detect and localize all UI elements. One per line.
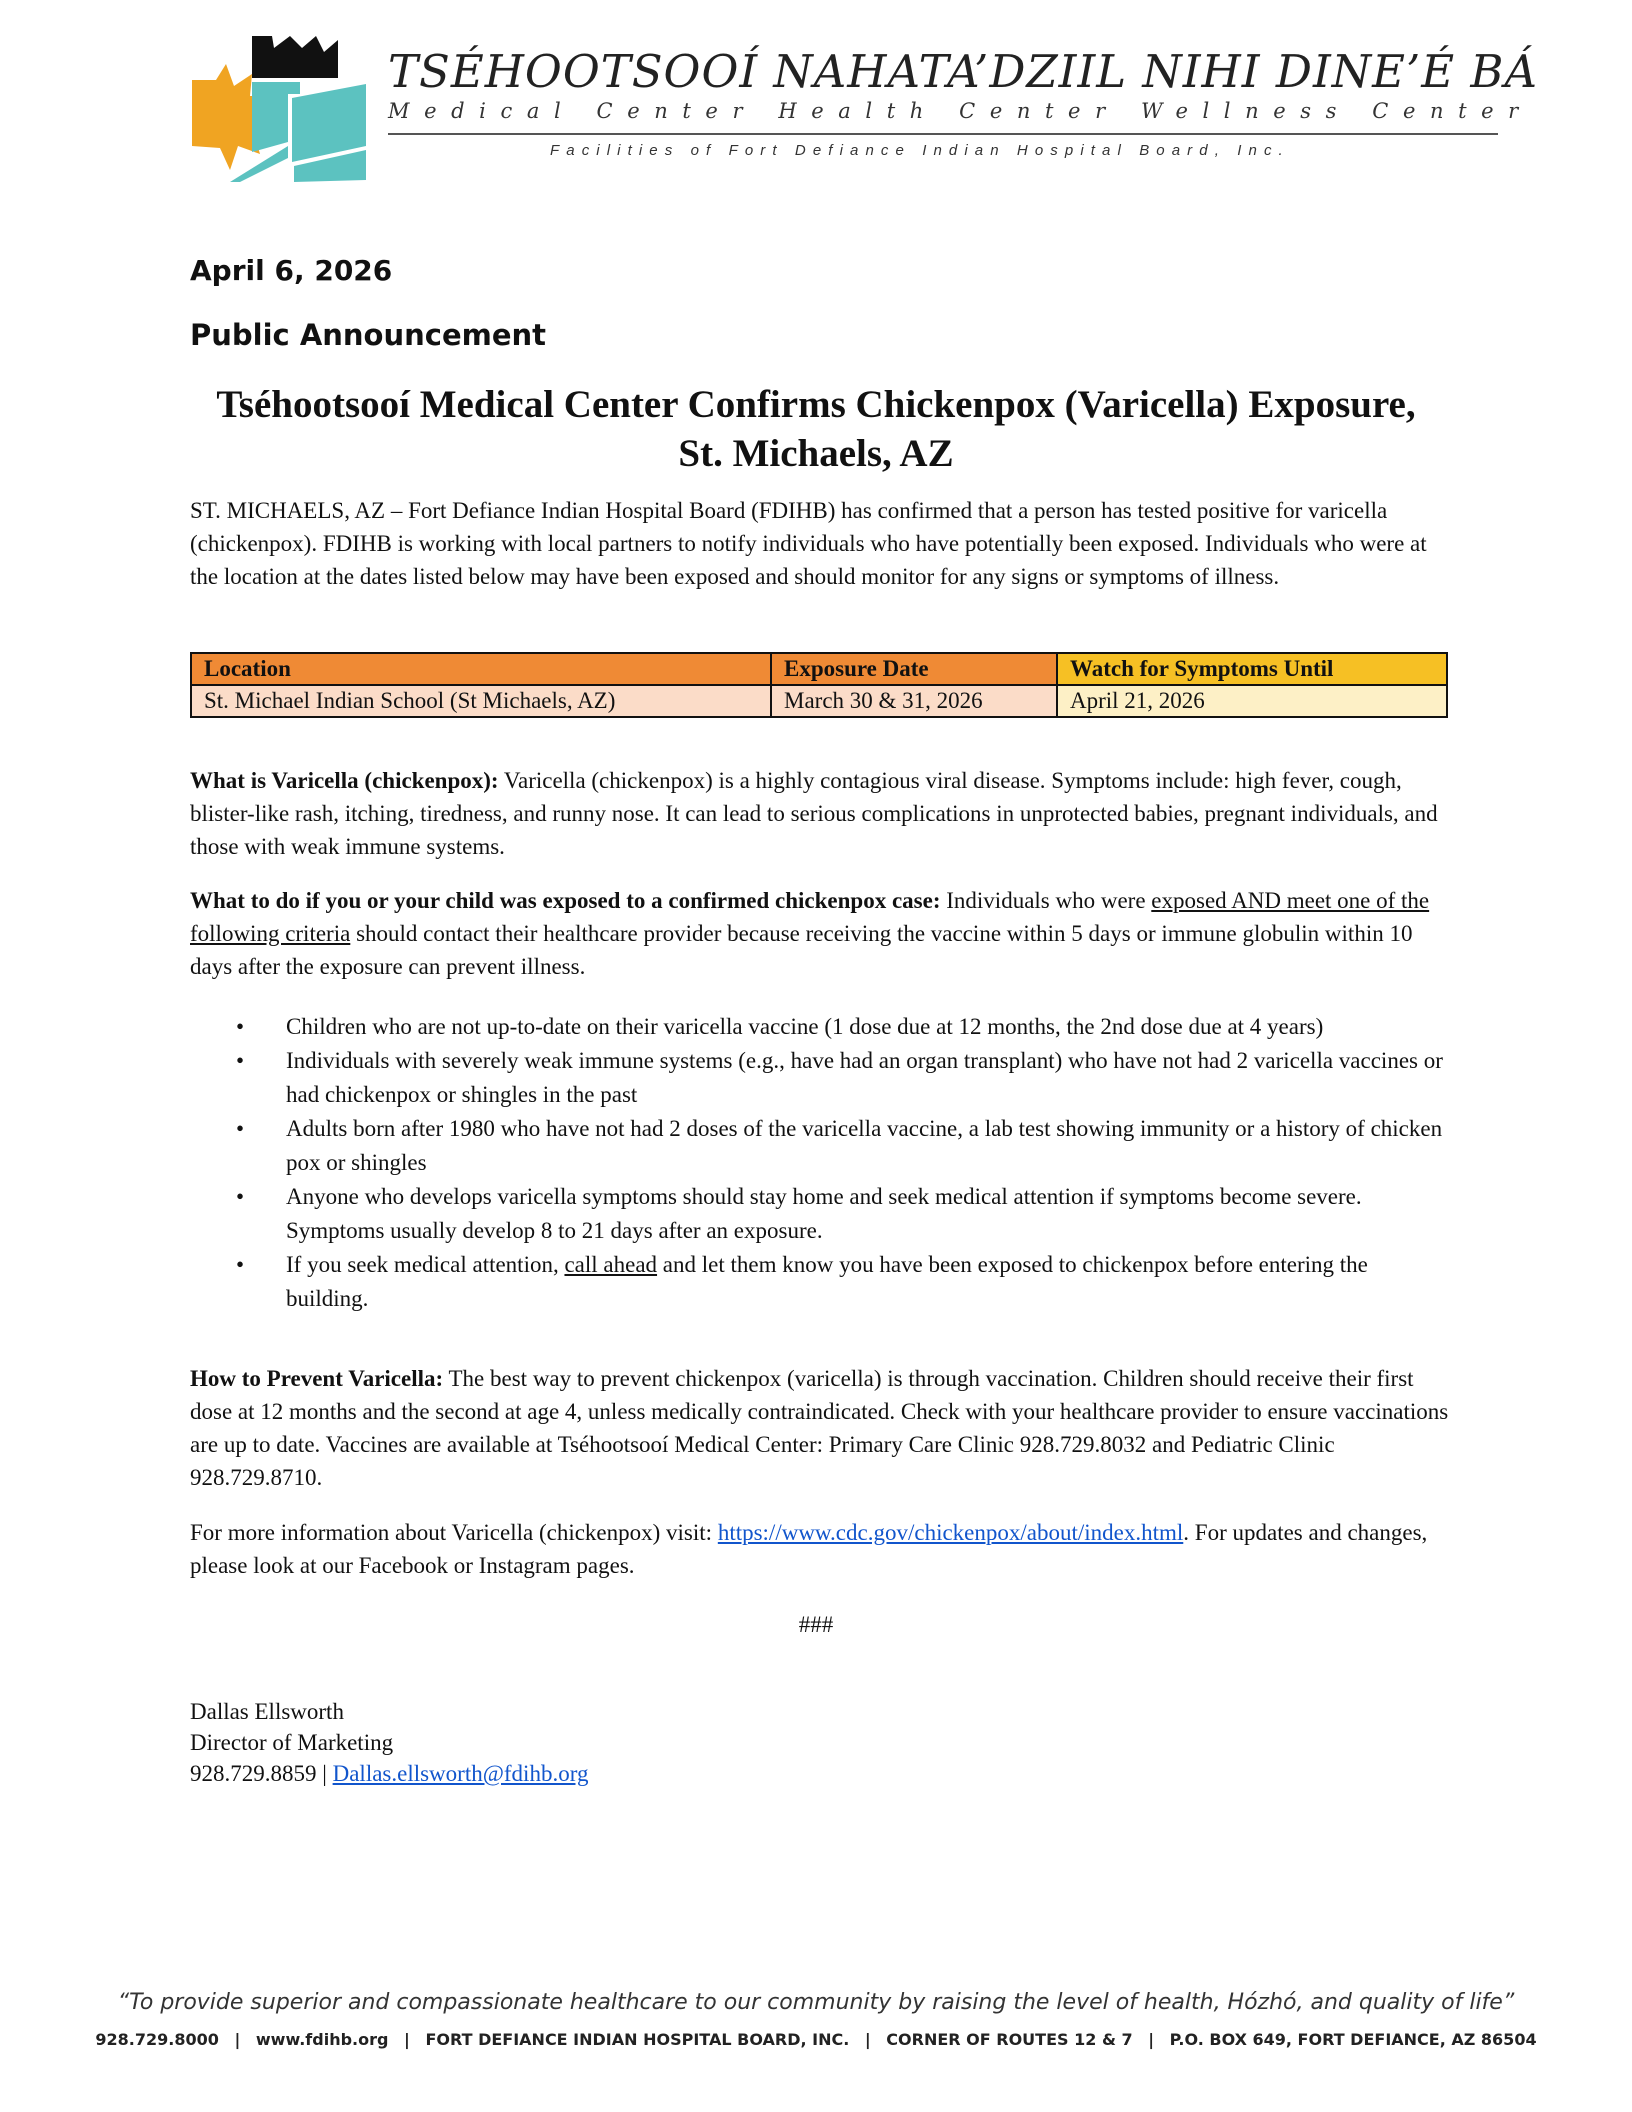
footer-website[interactable]: www.fdihb.org [255,2030,389,2049]
what-to-do-text-before: Individuals who were [940,888,1152,913]
headline: Tséhootsooí Medical Center Confirms Chickenpox (Varicella) Exposure, St. Michaels, AZ [216,383,1416,475]
criteria-list [190,1010,1452,1316]
list-item: • Anyone who develops varicella symptoms should stay home and seek medical attention if symptoms become severe. Symptoms usually develop 8 to 21 days after an exposure. [190,1180,1452,1248]
call-ahead-after: and let them know you have been exposed to chickenpox before entering the building. [286,1252,1368,1311]
organization-logo [190,34,370,182]
what-is-text: Varicella (chickenpox) is a highly contagious viral disease. Symptoms include: high fever, cough, blister-like rash, itching, tiredness, and runny nose. It can lead to serious complications in unprotected babies, pregnant individuals, and those with weak immune systems. [190,768,1438,859]
signature-contact [190,1758,588,1789]
footer-separator: | [864,2030,871,2049]
cdc-link[interactable]: https://www.cdc.gov/chickenpox/about/index.html [717,1520,1184,1545]
footer-separator: | [404,2030,410,2049]
list-item: • Children who are not up-to-date on their varicella vaccine (1 dose due at 12 months, the 2nd dose due at 4 years) [190,1010,1452,1044]
exposure-table [190,652,1448,718]
announcement-label: Public Announcement [190,318,547,352]
more-info-after: . For updates and changes, please look at our Facebook or Instagram pages. [190,1520,1428,1578]
list-item: • Adults born after 1980 who have not had 2 doses of the varicella vaccine, a lab test showing immunity or a history of chicken pox or shingles [190,1112,1452,1180]
prevent-text: The best way to prevent chickenpox (varicella) is through vaccination. Children should receive their first dose at 12 months and the second at age 4, unless medically contraindicated. Check with your healthcare provider to ensure vaccinations are up to date. Vaccines are available at Tséhootsooí Medical Center: Primary Care Clinic 928.729.8032 and Pediatric Clinic 928.729.8710. [190,1366,1449,1490]
announcement-date: April 6, 2026 [190,254,393,287]
footer-separator: | [234,2030,241,2049]
table-cell-watch-until: April 21, 2026 [1057,685,1447,717]
list-item [190,1248,1452,1316]
email-link[interactable]: Dallas.ellsworth@fdihb.org [332,1761,589,1786]
intro-paragraph: ST. MICHAELS, AZ – Fort Defiance Indian Hospital Board (FDIHB) has confirmed that a person has tested positive for varicella (chickenpox). FDIHB is working with local partners to notify individuals who have potentially been exposed. Individuals who were at the location at the dates listed below may have been exposed and should monitor for any signs or symptoms of illness. [190,498,1427,589]
footer-separator: | [1148,2030,1155,2049]
footer-phone: 928.729.8000 [95,2030,219,2049]
table-header-location: Location [191,653,771,685]
what-to-do-paragraph [190,884,1452,983]
table-row [191,685,1447,717]
call-ahead-before: If you seek medical attention, [286,1252,565,1277]
letterhead-title: TSÉHOOTSOOÍ NAHATA’DZIIL NIHI DINE’É BÁ [388,45,1538,98]
what-to-do-criteria: exposed AND meet one of the following criteria [190,888,1430,946]
signature-name: Dallas Ellsworth [190,1699,344,1724]
footer-mission-quote: “To provide superior and compassionate healthcare to our community by raising the level of health, Hózhó, and quality of life” [117,1990,1515,2015]
footer-contact-line [0,2030,1632,2049]
footer-location: CORNER OF ROUTES 12 & 7 [886,2030,1133,2049]
footer-po-box: P.O. BOX 649, FORT DEFIANCE, AZ 86504 [1169,2030,1537,2049]
table-cell-exposure-date: March 30 & 31, 2026 [771,685,1057,717]
table-header-watch-until: Watch for Symptoms Until [1057,653,1447,685]
call-ahead-emphasis: call ahead [564,1252,658,1277]
table-header-exposure-date: Exposure Date [771,653,1057,685]
list-item: • Individuals with severely weak immune systems (e.g., have had an organ transplant) who have not had 2 varicella vaccines or had chickenpox or shingles in the past [190,1044,1452,1112]
table-cell-location: St. Michael Indian School (St Michaels, AZ) [191,685,771,717]
signature-block [190,1696,588,1789]
end-marker: ### [798,1612,834,1637]
what-is-label: What is Varicella (chickenpox): [190,768,499,793]
signature-phone: 928.729.8859 | [190,1761,333,1786]
letterhead-divider [388,133,1498,135]
more-info-before: For more information about Varicella (chickenpox) visit: [190,1520,718,1545]
prevent-paragraph [190,1362,1452,1494]
what-to-do-text-after: should contact their healthcare provider because receiving the vaccine within 5 days or immune globulin within 10 days after the exposure can prevent illness. [190,921,1413,979]
footer-organization: FORT DEFIANCE INDIAN HOSPITAL BOARD, INC. [425,2030,850,2049]
letterhead-facilities: Facilities of Fort Defiance Indian Hospital Board, Inc. [550,142,1290,159]
table-header-row [191,653,1447,685]
what-is-paragraph [190,764,1452,863]
more-info-paragraph [190,1516,1452,1582]
signature-title: Director of Marketing [190,1730,394,1755]
what-to-do-label: What to do if you or your child was exposed to a confirmed chickenpox case: [190,888,941,913]
letterhead-subtitle: Medical Center Health Center Wellness Center [388,99,1533,123]
prevent-label: How to Prevent Varicella: [190,1366,444,1391]
